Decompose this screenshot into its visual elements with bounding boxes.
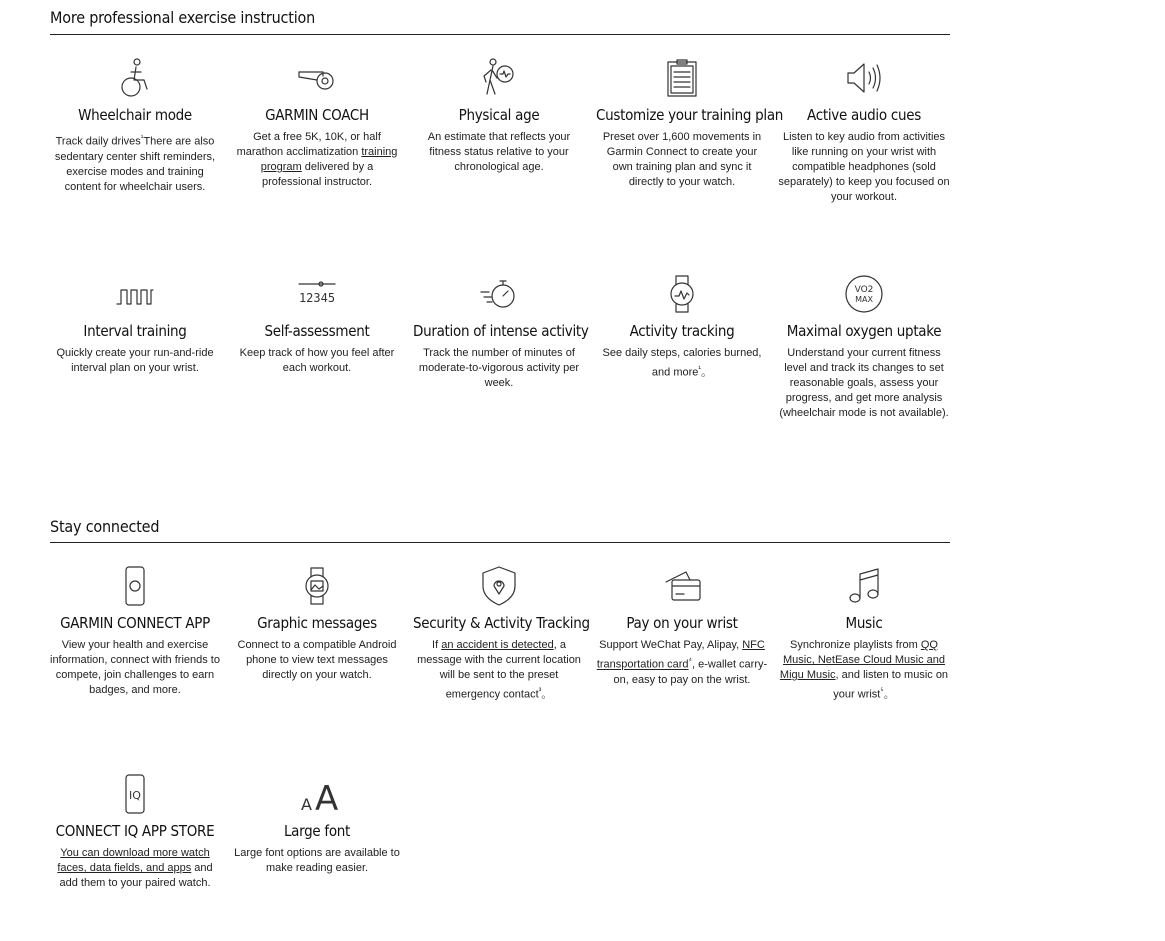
feature-title: Customize your training plan: [596, 106, 784, 124]
feature-description: [413, 346, 585, 391]
feature-self-assessment: [231, 272, 403, 376]
svg-text:IQ: IQ: [129, 789, 141, 802]
description-text: Connect to a compatible Android phone to view text messages directly on your watch.: [237, 639, 397, 681]
feature-link[interactable]: QQ Music, NetEase Cloud Music and Migu Music: [779, 639, 945, 681]
section-title-instruction: More professional exercise instruction: [50, 8, 316, 27]
iq-store-icon: [113, 772, 157, 816]
feature-link[interactable]: You can download more watch faces, data fields, and apps: [57, 847, 210, 874]
description-text: If: [432, 639, 442, 651]
feature-description: [596, 130, 768, 190]
feature-title: CONNECT IQ APP STORE: [55, 822, 215, 840]
description-text: 。: [883, 688, 895, 701]
music-note-icon: [842, 564, 886, 608]
feature-pay-on-your-wrist: [596, 564, 768, 688]
feature-title: Self-assessment: [264, 322, 370, 340]
feature-description: [596, 346, 768, 381]
shield-location-icon: [477, 564, 521, 608]
feature-title: GARMIN CONNECT APP: [60, 614, 210, 632]
feature-description: [49, 130, 221, 195]
description-text: and add them to your paired watch.: [59, 862, 213, 889]
svg-text:A: A: [301, 795, 312, 814]
feature-title: Pay on your wrist: [626, 614, 738, 632]
feature-description: [231, 638, 403, 683]
feature-title: Physical age: [458, 106, 540, 124]
feature-title: Interval training: [83, 322, 187, 340]
feature-music: [778, 564, 950, 703]
section-divider: [50, 34, 950, 35]
svg-text:A: A: [315, 779, 339, 816]
feature-link[interactable]: training program: [260, 146, 398, 173]
stopwatch-icon: [477, 272, 521, 316]
feature-title: Active audio cues: [807, 106, 921, 124]
feature-wheelchair-mode: [49, 56, 221, 195]
feature-duration-of-intense-activity: [413, 272, 589, 391]
speaker-icon: [842, 56, 886, 100]
description-text: , a message with the current location will be sent to the preset emergency contact: [417, 639, 581, 701]
description-text: An estimate that reflects your fitness status relative to your chronological age.: [427, 131, 571, 173]
feature-link[interactable]: an accident is detected: [441, 639, 554, 651]
physical-age-icon: [477, 56, 521, 100]
feature-description: [596, 638, 768, 688]
section-divider: [50, 542, 950, 543]
feature-link[interactable]: NFC transportation card: [596, 639, 765, 671]
feature-title: Maximal oxygen uptake: [786, 322, 942, 340]
description-text: Quickly create your run-and-ride interval plan on your wrist.: [56, 347, 214, 374]
feature-interval-training: [49, 272, 221, 376]
description-text: Support WeChat Pay, Alipay,: [599, 639, 743, 651]
interval-icon: [113, 272, 157, 316]
vo2max-icon: [842, 272, 886, 316]
description-text: Synchronize playlists from: [790, 639, 921, 651]
footnote-marker: ⁵: [880, 686, 884, 695]
description-text: View your health and exercise information, connect with friends to compete, join challenges to earn badges, and more.: [50, 639, 220, 696]
feature-active-audio-cues: [778, 56, 950, 205]
description-text: Understand your current fitness level and track its changes to set reasonable goals, assess your progress, and get more analysis (wheelchair mode is not available).: [779, 347, 949, 419]
feature-title: Security & Activity Tracking: [413, 614, 590, 632]
feature-description: [231, 846, 403, 876]
feature-description: [778, 638, 950, 703]
feature-title: Activity tracking: [629, 322, 735, 340]
feature-maximal-oxygen-uptake: [778, 272, 950, 421]
feature-title: Music: [845, 614, 883, 632]
description-text: Listen to key audio from activities like running on your wrist with compatible headphones (sold separately) to keep you focused on your workout.: [778, 131, 950, 203]
feature-description: [49, 846, 221, 891]
feature-physical-age: [413, 56, 585, 175]
feature-description: [231, 130, 403, 190]
scale-12345-icon: [295, 272, 339, 316]
footnote-marker: ⁴: [688, 656, 692, 665]
cards-icon: [660, 564, 704, 608]
description-text: Get a free 5K, 10K, or half marathon acclimatization: [236, 131, 381, 158]
feature-graphic-messages: [231, 564, 403, 683]
description-text: delivered by a professional instructor.: [261, 161, 374, 188]
description-text: There are also sedentary center shift reminders, exercise modes and training content for wheelchair users.: [54, 135, 216, 193]
feature-title: Graphic messages: [257, 614, 377, 632]
feature-garmin-connect-app: [49, 564, 221, 698]
footnote-marker: ¹: [698, 364, 702, 373]
description-text: , and listen to music on your wrist: [833, 669, 949, 701]
description-text: , e-wallet carry-on, easy to pay on the wrist.: [613, 658, 768, 686]
svg-text:12345: 12345: [298, 291, 336, 305]
footnote-marker: ³: [538, 686, 542, 695]
feature-connect-iq-app-store: [49, 772, 221, 891]
whistle-icon: [295, 56, 339, 100]
footnote-marker: ¹: [140, 133, 144, 142]
feature-large-font: [231, 772, 403, 876]
description-text: Preset over 1,600 movements in Garmin Connect to create your own training plan and sync it directly to your watch.: [602, 131, 762, 188]
description-text: Track daily drives: [55, 135, 141, 148]
description-text: Track the number of minutes of moderate-to-vigorous activity per week.: [418, 347, 580, 389]
description-text: 。: [701, 366, 713, 379]
feature-title: Wheelchair mode: [78, 106, 192, 124]
large-font-icon: [295, 772, 339, 816]
feature-security-activity-tracking: [413, 564, 590, 703]
clipboard-icon: [660, 56, 704, 100]
feature-description: [778, 130, 950, 205]
feature-description: [413, 638, 585, 703]
description-text: See daily steps, calories burned, and more: [602, 347, 762, 379]
watch-activity-icon: [660, 272, 704, 316]
description-text: Keep track of how you feel after each workout.: [239, 347, 395, 374]
phone-app-icon: [113, 564, 157, 608]
feature-title: GARMIN COACH: [265, 106, 369, 124]
description-text: 。: [541, 688, 553, 701]
section-title-connected: Stay connected: [50, 517, 160, 536]
feature-garmin-coach: [231, 56, 403, 190]
svg-text:MAX: MAX: [855, 295, 873, 304]
svg-text:VO2: VO2: [854, 285, 874, 295]
feature-description: [49, 638, 221, 698]
watch-message-icon: [295, 564, 339, 608]
feature-customize-your-training-plan: [596, 56, 784, 190]
feature-description: [778, 346, 950, 421]
description-text: Large font options are available to make reading easier.: [234, 847, 400, 874]
feature-activity-tracking: [596, 272, 768, 381]
feature-description: [413, 130, 585, 175]
feature-description: [49, 346, 221, 376]
wheelchair-icon: [113, 56, 157, 100]
feature-title: Duration of intense activity: [413, 322, 589, 340]
feature-description: [231, 346, 403, 376]
feature-title: Large font: [283, 822, 351, 840]
